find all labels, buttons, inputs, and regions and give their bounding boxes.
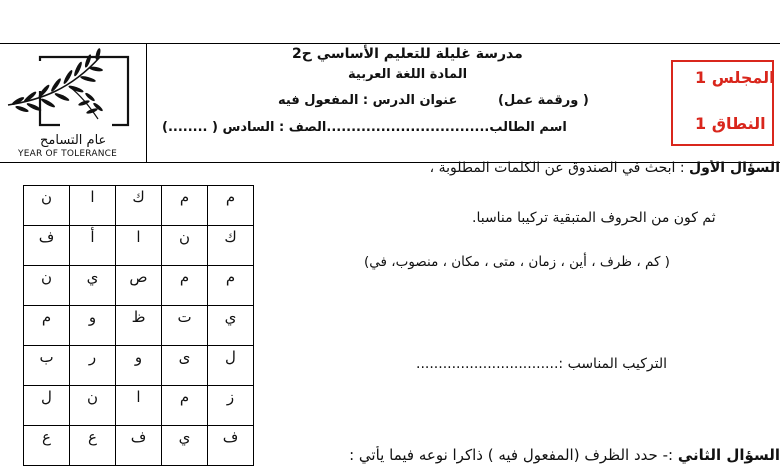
grid-row — [24, 386, 254, 426]
grid-cell: ع — [70, 426, 116, 466]
question1-line — [352, 160, 780, 176]
grid-cell: ي — [70, 266, 116, 306]
grid-row — [24, 226, 254, 266]
grid-cell: ي — [208, 306, 254, 346]
grid-row — [24, 266, 254, 306]
grid-row — [24, 346, 254, 386]
grid-cell: م — [162, 386, 208, 426]
grid-cell: ن — [162, 226, 208, 266]
question1-instruction2: ثم كون من الحروف المتبقية تركيبا مناسبا. — [472, 210, 716, 226]
grid-cell: م — [24, 306, 70, 346]
grid-cell: ف — [116, 426, 162, 466]
grid-cell: ص — [116, 266, 162, 306]
grid-cell: ي — [162, 426, 208, 466]
grid-cell: ر — [70, 346, 116, 386]
question2-line — [204, 446, 780, 464]
question2-title: السؤال الثاني — [677, 446, 780, 464]
logo-divider-line — [146, 43, 147, 162]
council-box — [671, 60, 774, 146]
grid-cell: ل — [24, 386, 70, 426]
grid-cell: ن — [24, 266, 70, 306]
student-info-line: اسم الطالب.................................الصف : السادس ( ........) — [162, 120, 567, 135]
grid-cell: ف — [24, 226, 70, 266]
grid-cell: ل — [208, 346, 254, 386]
grid-cell: ن — [70, 386, 116, 426]
grid-cell: ت — [162, 306, 208, 346]
grid-cell: ا — [116, 386, 162, 426]
grid-row — [24, 186, 254, 226]
grid-cell: م — [208, 266, 254, 306]
grid-cell: ك — [208, 226, 254, 266]
grid-cell: ع — [24, 426, 70, 466]
grid-cell: م — [162, 266, 208, 306]
grid-cell: ا — [116, 226, 162, 266]
grid-cell: ك — [116, 186, 162, 226]
grid-cell: ن — [24, 186, 70, 226]
grid-cell: ا — [70, 186, 116, 226]
grid-cell: و — [70, 306, 116, 346]
question1-instruction: : ابحث في الصندوق عن الكلمات المطلوبة ، — [429, 160, 685, 176]
grid-cell: ز — [208, 386, 254, 426]
question1-words: ( كم ، ظرف ، أين ، زمان ، متى ، مكان ، منصوب، في) — [364, 254, 670, 270]
zone-label: النطاق 1 — [695, 114, 766, 133]
logo-english-text: YEAR OF TOLERANCE — [18, 149, 118, 159]
subject-name: المادة اللغة العربية — [348, 67, 468, 82]
question1-title: السؤال الأول — [689, 160, 780, 176]
question1-answer-prompt: التركيب المناسب :................................ — [416, 356, 667, 372]
word-search-grid — [23, 185, 254, 466]
grid-cell: و — [116, 346, 162, 386]
grid-cell: ظ — [116, 306, 162, 346]
grid-row — [24, 306, 254, 346]
grid-row — [24, 426, 254, 466]
lesson-title: عنوان الدرس : المفعول فيه — [278, 93, 458, 108]
grid-cell: ى — [162, 346, 208, 386]
grid-cell: م — [162, 186, 208, 226]
worksheet-label: ( ورقمة عمل) — [498, 93, 589, 108]
grid-cell: أ — [70, 226, 116, 266]
grid-cell: م — [208, 186, 254, 226]
grid-cell: ب — [24, 346, 70, 386]
logo-arabic-text: عام التسامح — [40, 133, 107, 148]
school-name: مدرسة غليلة للتعليم الأساسي ح2 — [292, 46, 523, 62]
grid-cell: ف — [208, 426, 254, 466]
ghaf-tree-icon — [0, 45, 145, 135]
council-label: المجلس 1 — [695, 68, 775, 87]
top-border-line — [0, 43, 780, 44]
question2-instruction: :- حدد الظرف (المفعول فيه ) ذاكرا نوعه فيما يأتي : — [349, 446, 674, 464]
